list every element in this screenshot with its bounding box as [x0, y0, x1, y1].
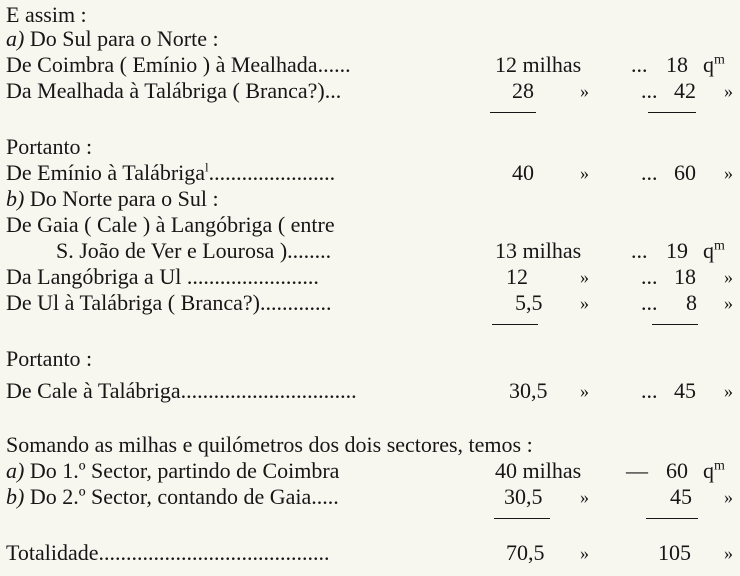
list-prefix: b)	[6, 186, 25, 211]
list-prefix: a)	[6, 26, 25, 51]
ditto-mark: »	[580, 81, 589, 101]
miles-value: 12 milhas	[495, 52, 582, 77]
line-label-wrap	[6, 458, 339, 484]
sum-rule	[494, 518, 550, 519]
line-label: Da Mealhada à Talábriga ( Branca?)...	[6, 78, 342, 103]
separator: ...	[641, 160, 658, 185]
line-label: E assim :	[6, 2, 87, 27]
line-label-wrap	[6, 484, 339, 510]
ditto-mark: »	[724, 381, 733, 401]
km-unit: $q^m$	[703, 458, 725, 483]
km-value: 105	[658, 540, 691, 565]
text-line	[6, 540, 733, 566]
line-label-wrap	[6, 186, 219, 212]
miles-value: 40 milhas	[495, 458, 582, 483]
km-unit: $q^m$	[703, 238, 725, 263]
line-label: S. João de Ver e Lourosa )........	[56, 238, 332, 263]
ditto-mark: »	[580, 267, 589, 287]
ditto-mark: »	[724, 543, 733, 563]
separator: ...	[641, 264, 658, 289]
line-label: Do 1.º Sector, partindo de Coimbra	[24, 458, 340, 483]
text-line	[6, 2, 730, 28]
line-label: Portanto :	[6, 346, 93, 371]
text-line	[6, 134, 730, 160]
km-value: 18	[666, 52, 688, 77]
line-label: Somando as milhas e quilómetros dos dois sectores, temos :	[6, 432, 533, 457]
km-value: 19	[666, 238, 688, 263]
text-line	[6, 264, 733, 290]
miles-value: 30,5	[504, 484, 543, 509]
km-unit: $q^m$	[703, 52, 725, 77]
line-label: De Gaia ( Cale ) à Langóbriga ( entre	[6, 212, 335, 237]
km-value: 8	[686, 290, 697, 315]
ditto-mark: »	[580, 487, 589, 507]
line-label: De Cale à Talábriga................................	[6, 378, 357, 403]
list-prefix: a)	[6, 458, 25, 483]
separator: ...	[641, 290, 658, 315]
sum-rule	[492, 324, 538, 325]
km-value: 18	[674, 264, 696, 289]
separator: ...	[631, 238, 648, 263]
ditto-mark: »	[580, 293, 589, 313]
ditto-mark: »	[580, 543, 589, 563]
sum-rule	[648, 112, 696, 113]
separator: ...	[641, 78, 658, 103]
miles-value: 5,5	[515, 290, 543, 315]
line-label: Do 2.º Sector, contando de Gaia.....	[24, 484, 339, 509]
miles-value: 13 milhas	[495, 238, 582, 263]
text-line	[6, 186, 730, 212]
ditto-mark: »	[724, 163, 733, 183]
line-label-wrap	[6, 160, 335, 186]
text-line	[6, 26, 730, 52]
text-line	[6, 78, 733, 104]
text-line	[6, 484, 733, 510]
ditto-mark: »	[724, 81, 733, 101]
line-label: De Emínio à Talábriga	[6, 160, 206, 185]
text-line	[6, 159, 733, 186]
line-label: Da Langóbriga a Ul ........................	[6, 264, 319, 289]
line-label-wrap	[6, 26, 219, 52]
text-line	[6, 458, 730, 484]
km-value: 45	[674, 378, 696, 403]
sum-rule	[646, 518, 698, 519]
text-line	[6, 290, 733, 316]
separator: —	[626, 458, 648, 483]
text-line	[6, 52, 730, 78]
km-value: 60	[666, 458, 688, 483]
ditto-mark: »	[724, 267, 733, 287]
line-label: Portanto :	[6, 134, 93, 159]
miles-value: 30,5	[509, 378, 548, 403]
ditto-mark: »	[724, 487, 733, 507]
text-line	[6, 432, 730, 458]
ditto-mark: »	[580, 381, 589, 401]
km-value: 45	[670, 484, 692, 509]
km-value: 42	[674, 78, 696, 103]
separator: ...	[631, 52, 648, 77]
line-label: Do Sul para o Norte :	[24, 26, 219, 51]
line-label: De Coimbra ( Emínio ) à Mealhada......	[6, 52, 351, 77]
line-label: Do Norte para o Sul :	[24, 186, 219, 211]
miles-value: 12	[506, 264, 528, 289]
ditto-mark: »	[724, 293, 733, 313]
list-prefix: b)	[6, 484, 25, 509]
sum-rule	[490, 112, 536, 113]
separator: ...	[641, 378, 658, 403]
line-label: De Ul à Talábriga ( Branca?).............	[6, 290, 332, 315]
text-line	[6, 346, 730, 372]
miles-value: 28	[512, 78, 534, 103]
text-line	[6, 212, 730, 238]
text-line	[6, 378, 733, 404]
line-leader: .......................	[208, 160, 336, 185]
footnote-mark: l	[205, 159, 209, 175]
text-line	[6, 238, 730, 264]
ditto-mark: »	[580, 163, 589, 183]
miles-value: 70,5	[506, 540, 545, 565]
line-label: Totalidade..........................................	[6, 540, 330, 565]
sum-rule	[652, 324, 698, 325]
km-value: 60	[674, 160, 696, 185]
miles-value: 40	[512, 160, 534, 185]
